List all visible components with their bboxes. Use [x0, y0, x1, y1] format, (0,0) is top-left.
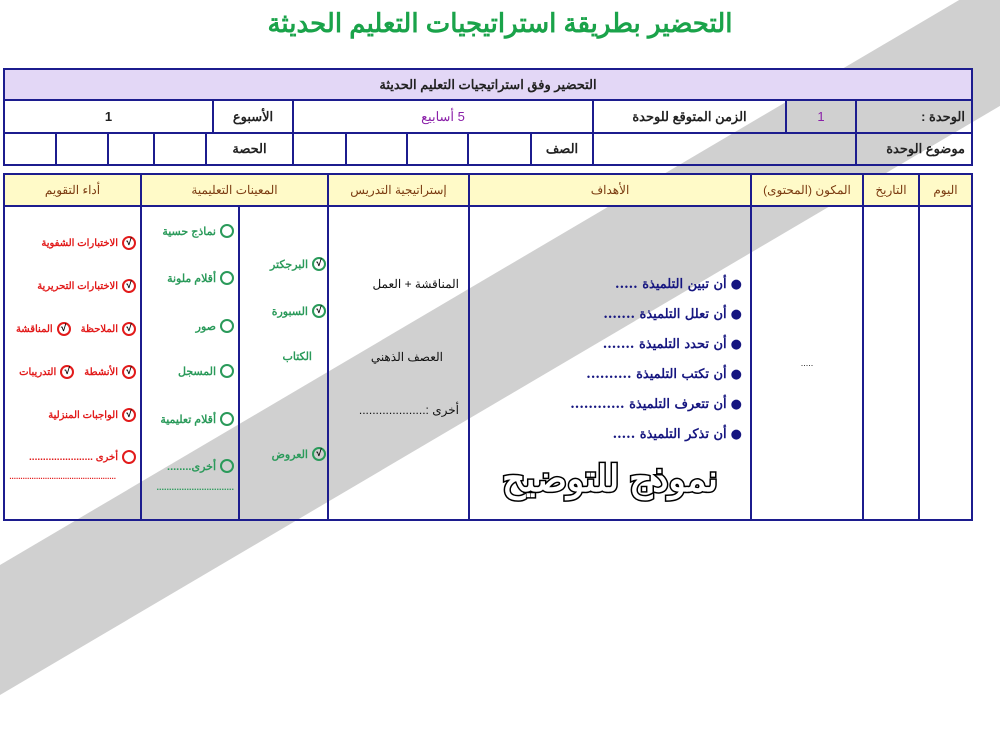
assessment-checkbox[interactable]: √ الأنشطة √ التدريبات — [19, 365, 136, 379]
date-cell[interactable] — [862, 205, 920, 521]
assessment-checkbox[interactable]: √ الواجبات المنزلية — [48, 408, 136, 422]
checkmark-icon: √ — [312, 447, 326, 461]
week-label: الأسبوع — [212, 99, 294, 134]
objective-item: ● أن تعلل التلميذة ....... — [603, 307, 742, 322]
topic-field[interactable] — [592, 132, 857, 166]
checkmark-icon: √ — [122, 236, 136, 250]
unit-label: الوحدة : — [855, 99, 973, 134]
period-field[interactable] — [153, 132, 207, 166]
assessment-checkbox[interactable]: √ الاختبارات التحريرية — [37, 279, 136, 293]
class-field[interactable] — [406, 132, 469, 166]
info-heading: التحضير وفق استراتيجيات التعليم الحديثة — [3, 68, 973, 101]
assessment-checkbox[interactable]: √ الملاحظة √ المناقشة — [16, 322, 136, 336]
checkmark-icon: √ — [122, 322, 136, 336]
checkmark-icon: √ — [60, 365, 74, 379]
checkmark-icon: √ — [57, 322, 71, 336]
aid-option[interactable]: أخرى........ — [167, 459, 234, 473]
header-aids: المعينات التعليمية — [140, 173, 329, 207]
objective-item: ● أن تكتب التلميذة .......... — [586, 367, 742, 382]
aid-option[interactable]: المسجل — [178, 364, 234, 378]
aid-other-line[interactable]: ............................... — [156, 482, 234, 492]
aid-option[interactable]: أقلام تعليمية — [160, 412, 234, 426]
watermark-text: نموذج للتوضيح — [502, 458, 718, 499]
bullet-icon: ● — [730, 397, 742, 412]
header-content: المكون (المحتوى) — [750, 173, 864, 207]
strategy-item: أخرى :.................... — [358, 403, 459, 417]
aid-option[interactable]: نماذج حسية — [162, 224, 234, 238]
header-day: اليوم — [918, 173, 973, 207]
class-field[interactable] — [467, 132, 532, 166]
week-value: 1 — [3, 99, 214, 134]
header-assessment: أداء التقويم — [3, 173, 142, 207]
objective-item: ● أن تحدد التلميذة ....... — [602, 337, 742, 352]
checkmark-icon: √ — [122, 279, 136, 293]
aid-option[interactable]: أقلام ملونة — [167, 271, 234, 285]
bullet-icon: ● — [730, 277, 742, 292]
duration-label: الزمن المتوقع للوحدة — [592, 99, 787, 134]
radio-icon — [220, 459, 234, 473]
objective-item: ● أن تبين التلميذة ..... — [615, 277, 742, 292]
class-field[interactable] — [292, 132, 347, 166]
class-label: الصف — [530, 132, 594, 166]
assessment-checkbox[interactable]: √ الاختبارات الشفوية — [41, 236, 136, 250]
radio-icon — [220, 364, 234, 378]
radio-icon — [220, 412, 234, 426]
period-field[interactable] — [107, 132, 155, 166]
day-cell[interactable] — [918, 205, 973, 521]
header-objectives: الأهداف — [468, 173, 752, 207]
objective-item: ● أن تذكر التلميذة ..... — [612, 427, 742, 442]
checkmark-icon: √ — [312, 257, 326, 271]
unit-value: 1 — [785, 99, 857, 134]
header-strategy: إستراتيجية التدريس — [327, 173, 470, 207]
aid-checkbox[interactable]: الكتاب — [282, 351, 312, 363]
aid-option[interactable]: صور — [196, 319, 234, 333]
checkmark-icon: √ — [122, 365, 136, 379]
duration-value: 5 أسابيع — [292, 99, 594, 134]
radio-icon — [220, 224, 234, 238]
radio-icon — [122, 450, 136, 464]
aid-checkbox[interactable]: √ العروض — [272, 447, 326, 461]
assessment-other-line[interactable]: ................................................ — [9, 472, 116, 481]
bullet-icon: ● — [730, 427, 742, 442]
bullet-icon: ● — [730, 337, 742, 352]
assessment-other[interactable]: أخرى ....................... — [29, 450, 136, 464]
period-field[interactable] — [3, 132, 57, 166]
content-cell[interactable]: ..... — [750, 205, 864, 521]
strategy-item: العصف الذهني — [370, 350, 443, 364]
period-label: الحصة — [205, 132, 294, 166]
radio-icon — [220, 271, 234, 285]
checkmark-icon: √ — [122, 408, 136, 422]
class-field[interactable] — [345, 132, 408, 166]
radio-icon — [220, 319, 234, 333]
objective-item: ● أن تتعرف التلميذة ............ — [570, 397, 742, 412]
period-field[interactable] — [55, 132, 109, 166]
page-title: التحضير بطريقة استراتيجيات التعليم الحديثة — [267, 8, 733, 38]
checkmark-icon: √ — [312, 304, 326, 318]
bullet-icon: ● — [730, 367, 742, 382]
topic-label: موضوع الوحدة — [855, 132, 973, 166]
strategy-item: المناقشة + العمل — [372, 277, 459, 291]
bullet-icon: ● — [730, 307, 742, 322]
aid-checkbox[interactable]: √ السبورة — [272, 304, 326, 318]
header-date: التاريخ — [862, 173, 920, 207]
aid-checkbox[interactable]: √ البرجكتر — [270, 257, 326, 271]
